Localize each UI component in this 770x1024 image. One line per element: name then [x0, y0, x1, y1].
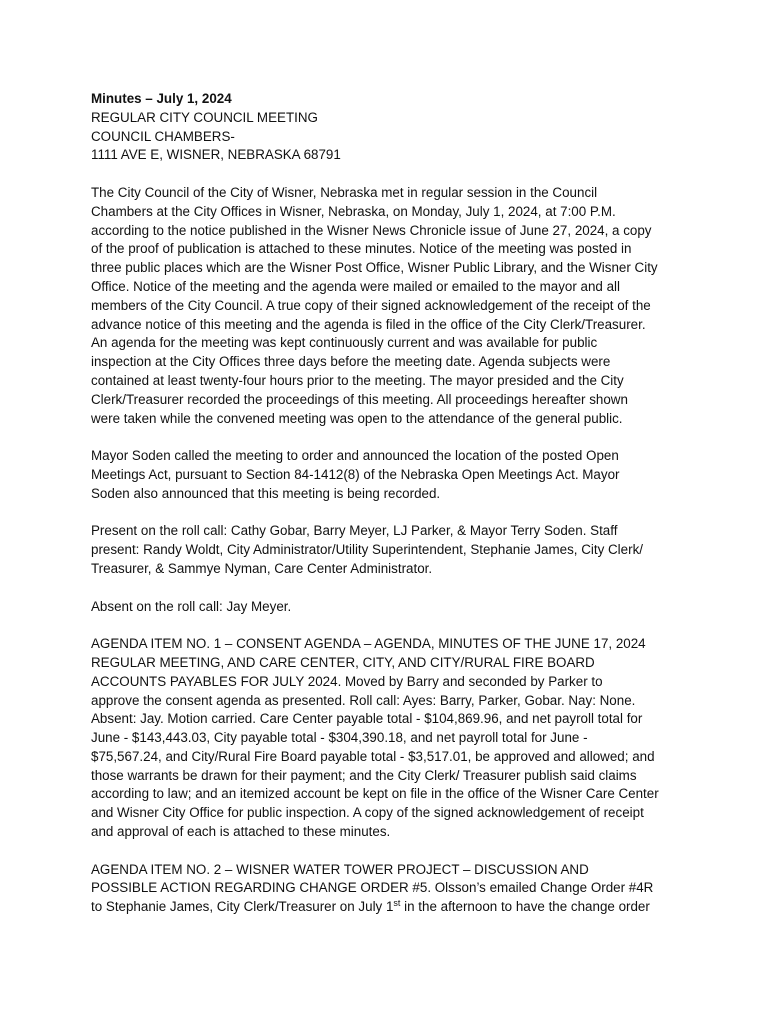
meeting-address: 1111 AVE E, WISNER, NEBRASKA 68791	[91, 147, 341, 163]
text-line: Chambers at the City Offices in Wisner, Nebraska, on Monday, July 1, 2024, at 7:00 P.M.	[91, 203, 616, 219]
text-line: POSSIBLE ACTION REGARDING CHANGE ORDER #5. Olsson’s emailed Change Order #4R	[91, 880, 654, 896]
text-line: June - $143,443.03, City payable total - $304,390.18, and net payroll total for June -	[91, 730, 588, 746]
text-line: three public places which are the Wisner Post Office, Wisner Public Library, and the Wisner City	[91, 260, 658, 276]
text-line: Absent: Jay. Motion carried. Care Center payable total - $104,869.96, and net payroll total for	[91, 711, 643, 727]
agenda-item-2-paragraph	[91, 861, 691, 917]
text-line: present: Randy Woldt, City Administrator/Utility Superintendent, Stephanie James, City Clerk/	[91, 542, 643, 558]
text-line: inspection at the City Offices three days before the meeting date. Agenda subjects were	[91, 354, 611, 370]
text-line: members of the City Council. A true copy of their signed acknowledgement of the receipt of the	[91, 297, 651, 313]
text-fragment: to Stephanie James, City Clerk/Treasurer on July 1	[91, 899, 394, 915]
text-line: advance notice of this meeting and the agenda is filed in the office of the City Clerk/Treasurer.	[91, 316, 646, 332]
text-line: Treasurer, & Sammye Nyman, Care Center Administrator.	[91, 560, 433, 576]
text-line: AGENDA ITEM NO. 2 – WISNER WATER TOWER PROJECT – DISCUSSION AND	[91, 861, 589, 877]
text-line: Clerk/Treasurer recorded the proceedings of this meeting. All proceedings hereafter shown	[91, 391, 628, 407]
text-line: Present on the roll call: Cathy Gobar, Barry Meyer, LJ Parker, & Mayor Terry Soden. Staff	[91, 523, 618, 539]
call-to-order-paragraph	[91, 447, 691, 503]
text-line: and approval of each is attached to these minutes.	[91, 824, 391, 840]
text-line: REGULAR MEETING, AND CARE CENTER, CITY, AND CITY/RURAL FIRE BOARD	[91, 654, 595, 670]
text-line: $75,567.24, and City/Rural Fire Board payable total - $3,517.01, be approved and allowed; and	[91, 748, 655, 764]
text-line: approve the consent agenda as presented. Roll call: Ayes: Barry, Parker, Gobar. Nay: None.	[91, 692, 636, 708]
text-line: contained at least twenty-four hours prior to the meeting. The mayor presided and the City	[91, 372, 624, 388]
minutes-header	[91, 90, 691, 165]
text-line: AGENDA ITEM NO. 1 – CONSENT AGENDA – AGENDA, MINUTES OF THE JUNE 17, 2024	[91, 636, 646, 652]
text-line: Meetings Act, pursuant to Section 84-1412(8) of the Nebraska Open Meetings Act. Mayor	[91, 466, 620, 482]
text-line: and Wisner City Office for public inspection. A copy of the signed acknowledgement of receipt	[91, 805, 644, 821]
text-line: were taken while the convened meeting was open to the attendance of the general public.	[91, 410, 623, 426]
agenda-item-1-paragraph	[91, 635, 691, 842]
text-line: Absent on the roll call: Jay Meyer.	[91, 598, 292, 614]
text-line: Mayor Soden called the meeting to order and announced the location of the posted Open	[91, 448, 619, 464]
text-line: ACCOUNTS PAYABLES FOR JULY 2024. Moved by Barry and seconded by Parker to	[91, 673, 603, 689]
text-line: Office. Notice of the meeting and the agenda were mailed or emailed to the mayor and all	[91, 278, 620, 294]
meeting-type: REGULAR CITY COUNCIL MEETING	[91, 109, 318, 125]
text-line	[91, 898, 691, 917]
opening-paragraph	[91, 184, 691, 428]
text-line: An agenda for the meeting was kept continuously current and was available for public	[91, 335, 598, 351]
text-line: those warrants be drawn for their payment; and the City Clerk/ Treasurer publish said claims	[91, 767, 637, 783]
text-line: according to law; and an itemized account be kept on file in the office of the Wisner Care Center	[91, 786, 659, 802]
text-line: according to the notice published in the Wisner News Chronicle issue of June 27, 2024, a copy	[91, 222, 652, 238]
minutes-body	[91, 90, 691, 936]
text-line: The City Council of the City of Wisner, Nebraska met in regular session in the Council	[91, 184, 598, 200]
meeting-location: COUNCIL CHAMBERS-	[91, 128, 235, 144]
roll-call-absent-paragraph	[91, 598, 691, 617]
text-fragment: in the afternoon to have the change order	[400, 899, 650, 915]
text-line: of the proof of publication is attached to these minutes. Notice of the meeting was posted in	[91, 241, 632, 257]
ordinal-suffix: st	[393, 898, 401, 909]
text-line: Soden also announced that this meeting is being recorded.	[91, 485, 441, 501]
minutes-title: Minutes – July 1, 2024	[91, 91, 232, 106]
roll-call-present-paragraph	[91, 522, 691, 578]
